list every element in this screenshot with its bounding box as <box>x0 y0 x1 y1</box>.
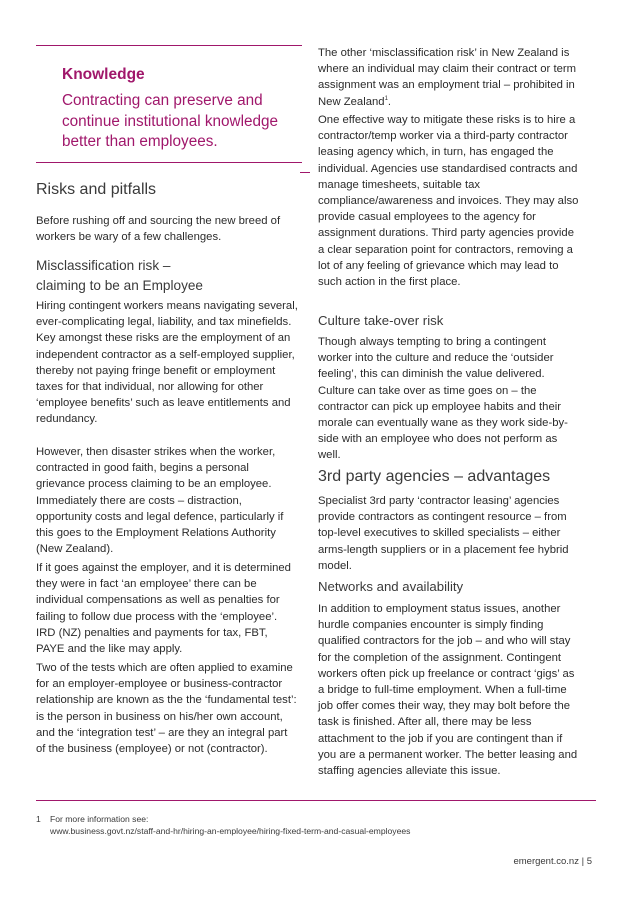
right-paragraph-1 <box>318 45 582 110</box>
networks-heading: Networks and availability <box>318 579 464 594</box>
rule-below-knowledge <box>36 162 302 163</box>
top-rule-left <box>36 45 302 46</box>
right-paragraph-5: In addition to employment status issues, another hurdle companies encounter is simply finding qualified contractors for the job – and who will stay for the completion of the assignment. Contingent workers often pick up freelance or contract ‘gigs’ as a bridge to full-time employment. When a full-time job offer comes their way, they may bolt before the task is finished. After all, there may be less attachment to the job if you are contingent than if you are a permanent worker. The better leasing and staffing agencies alleviate this issue. <box>318 603 578 778</box>
agencies-heading: 3rd party agencies – advantages <box>318 468 551 485</box>
culture-heading: Culture take-over risk <box>318 313 444 328</box>
knowledge-title: Knowledge <box>62 66 145 83</box>
page-footer <box>513 856 592 867</box>
left-paragraph-2: However, then disaster strikes when the worker, contracted in good faith, begins a personal grievance process claiming to be an employee. Immediately there are costs – distraction, opportunity costs and legal defence, particularly if this goes to the Employment Relations Authority (New Zealand). <box>36 446 284 556</box>
footnote-ref: 1 <box>384 95 388 102</box>
knowledge-body: Contracting can preserve and continue institutional knowledge better than employees. <box>62 92 279 150</box>
risks-intro: Before rushing off and sourcing the new breed of workers be wary of a few challenges. <box>36 215 281 244</box>
right-paragraph-2: One effective way to mitigate these risks is to hire a contractor/temp worker via a third-party contractor leasing agency which, in turn, has engaged the individual. Agencies use standardised contracts and manage timesheets, suitable tax compliance/awareness and invoices. They may also provide casual employees to the agency for assignment durations. Third party agencies provide a clear separation point for contractors, removing a lot of any feeling of grievance which may lead to such action in the first place. <box>318 114 579 289</box>
right-paragraph-3: Though always tempting to bring a contingent worker into the culture and reduce the ‘outsider feeling’, this can diminish the value delivered. Culture can take over as time goes on – the contractor can pick up employee habits and their morale can eventually wane as they work side-by-side with an employee who does not perform as well. <box>318 336 568 462</box>
misclass-heading-line2: claiming to be an Employee <box>36 278 203 293</box>
page-number: 5 <box>586 856 592 867</box>
right-paragraph-4: Specialist 3rd party ‘contractor leasing’ agencies provide contractors as contingent resource – from top-level executives to skilled specialists – either arms-length suppliers or in a placement fee hybrid model. <box>318 495 569 572</box>
footer-separator: | <box>581 856 585 867</box>
rule-above-footnote <box>36 800 596 801</box>
footnote-line1: For more information see: <box>50 814 149 824</box>
right-paragraph-1-text: The other ‘misclassification risk’ in New Zealand is where an individual may claim their contract or term assignment was an employment trial – prohibited in New Zealand <box>318 47 577 108</box>
risks-heading: Risks and pitfalls <box>36 181 157 198</box>
misclass-heading <box>36 256 298 296</box>
footnote <box>36 813 596 837</box>
rule-right-after-intro <box>300 172 310 173</box>
left-paragraph-3: If it goes against the employer, and it is determined they were in fact ‘an employee’ there can be individual compensations as well as penalties for failing to follow due process with the ‘employee’. IRD (NZ) penalties and payments for tax, FBT, PAYE and the like may apply. <box>36 562 291 656</box>
footnote-link[interactable]: www.business.govt.nz/staff-and-hr/hiring-an-employee/hiring-fixed-term-and-casual-employees <box>50 826 411 836</box>
right-paragraph-1-end: . <box>387 95 392 108</box>
left-paragraph-4: Two of the tests which are often applied to examine for an employer-employee or business-contractor relationship are known as the the ‘fundamental test’: is the person in business on his/her own account, and the ‘integration test’ – are they an integral part of the business (employee) or not (contractor). <box>36 662 297 756</box>
footnote-number: 1 <box>36 814 41 824</box>
misclass-heading-line1: Misclassification risk – <box>36 258 171 273</box>
footer-site[interactable]: emergent.co.nz <box>513 856 579 867</box>
left-paragraph-1: Hiring contingent workers means navigating several, ever-complicating legal, liability, and tax minefields. Key amongst these risks are the employment of an independent contractor as a self-employed supplier, thereby not paying fringe benefit or employment taxes for that individual, nor allowing for other ‘employee benefits’ such as leave entitlements and redundancy. <box>36 300 298 426</box>
